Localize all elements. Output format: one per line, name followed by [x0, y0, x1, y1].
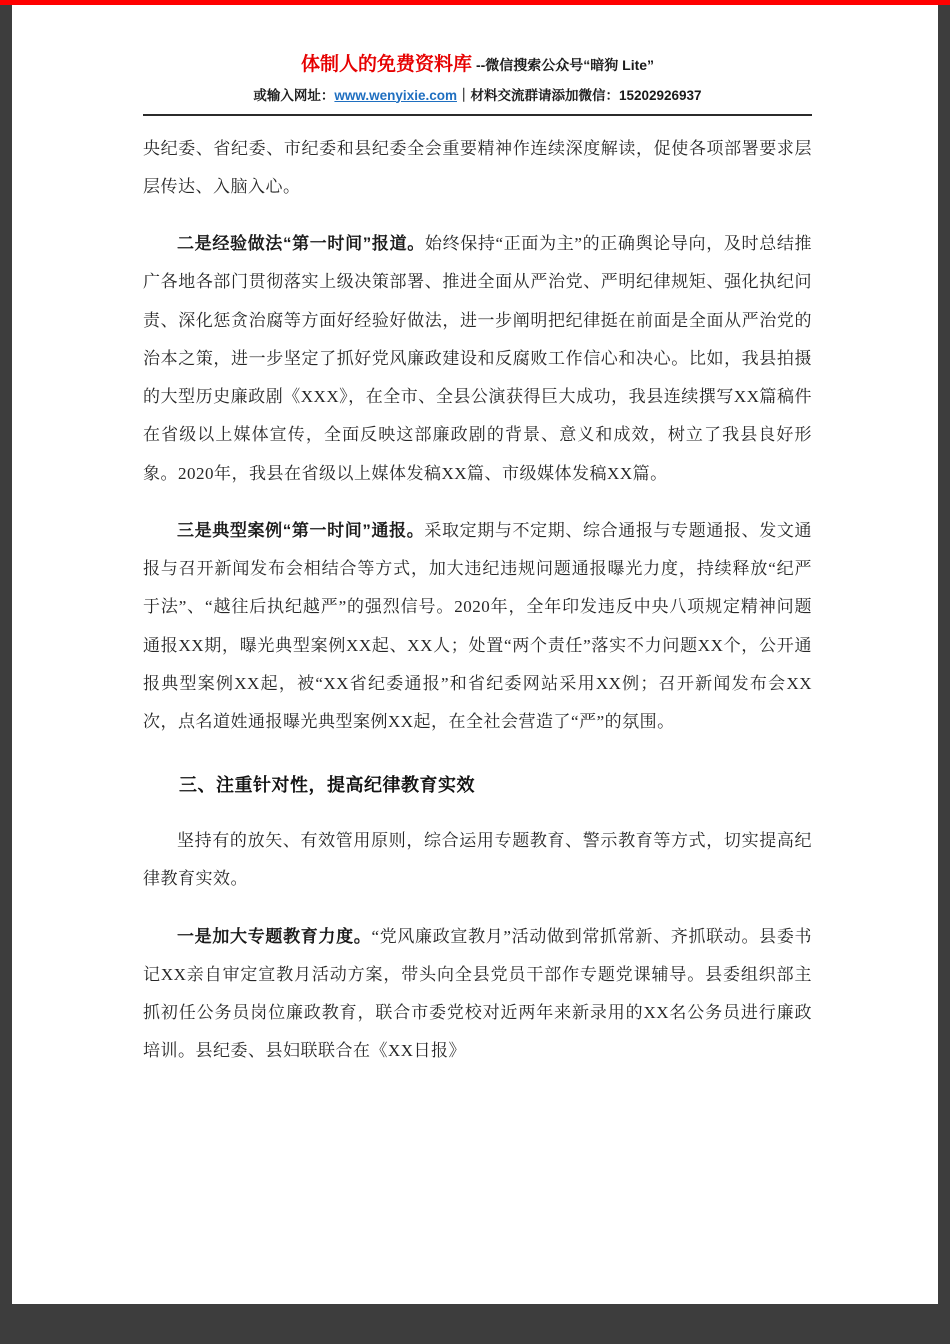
paragraph-point-three: [143, 512, 812, 742]
document-body: [143, 116, 812, 1071]
document-header: [143, 51, 812, 116]
brand-title: 体制人的免费资料库: [300, 54, 472, 75]
paragraph-text: 始终保持“正面为主”的正确舆论导向，及时总结推广各地各部门贯彻落实上级决策部署、推进全面从严治党、严明纪律规矩、强化执纪问责、深化惩贪治腐等方面好经验好做法，进一步阐明把纪律挺在前面是全面从严治党的治本之策，进一步坚定了抓好党风廉政建设和反腐败工作信心和决心。比如，我县拍摄的大型历史廉政剧《XXX》，在全市、全县公演获得巨大成功，我县连续撰写XX篇稿件在省级以上媒体宣传，全面反映这部廉政剧的背景、意义和成效，树立了我县良好形象。2020年，我县在省级以上媒体发稿XX篇、市级媒体发稿XX篇。: [143, 234, 813, 483]
contact-info: ｜材料交流群请添加微信：15202926937: [456, 87, 702, 103]
paragraph-lead: 二是经验做法“第一时间”报道。: [177, 234, 425, 253]
paragraph-text: 坚持有的放矢、有效管用原则，综合运用专题教育、警示教育等方式，切实提高纪律教育实效。: [143, 831, 812, 889]
paragraph-continuation: [143, 130, 812, 207]
document-canvas: [0, 5, 950, 1344]
url-label: 或输入网址：: [253, 87, 335, 103]
brand-subtitle: --微信搜索公众号“暗狗 Lite”: [475, 57, 655, 73]
paragraph-lead: 三是典型案例“第一时间”通报。: [177, 520, 425, 540]
paragraph-lead: 一是加大专题教育力度。: [177, 926, 372, 946]
paragraph-section-intro: [143, 822, 812, 899]
paragraph-text: “党风廉政宣教月”活动做到常抓常新、齐抓联动。县委书记XX亲自审定宣教月活动方案，带头向全县党员干部作专题党课辅导。县委组织部主抓初任公务员岗位廉政教育，联合市委党校对近两年来新录用的XX名公务员进行廉政培训。县纪委、县妇联联合在《XX日报》: [143, 926, 813, 1061]
header-contact-line: [143, 84, 812, 104]
section-heading: 三、注重针对性，提高纪律教育实效: [179, 775, 475, 796]
header-brand-line: [143, 51, 812, 80]
document-page: [12, 5, 938, 1304]
paragraph-text: 央纪委、省纪委、市纪委和县纪委全会重要精神作连续深度解读，促使各项部署要求层层传达、入脑入心。: [143, 138, 812, 196]
paragraph-point-two: [143, 225, 812, 493]
paragraph-text: 采取定期与不定期、综合通报与专题通报、发文通报与召开新闻发布会相结合等方式，加大违纪违规问题通报曝光力度，持续释放“纪严于法”、“越往后执纪越严”的强烈信号。2020年，全年印发违反中央八项规定精神问题通报XX期，曝光典型案例XX起、XX人；处置“两个责任”落实不力问题XX个，公开通报典型案例XX起，被“XX省纪委通报”和省纪委网站采用XX例；召开新闻发布会XX次，点名道姓通报曝光典型案例XX起，在全社会营造了“严”的氛围。: [143, 520, 812, 731]
paragraph-point-one: [143, 918, 812, 1071]
website-link[interactable]: www.wenyixie.com: [334, 87, 457, 103]
